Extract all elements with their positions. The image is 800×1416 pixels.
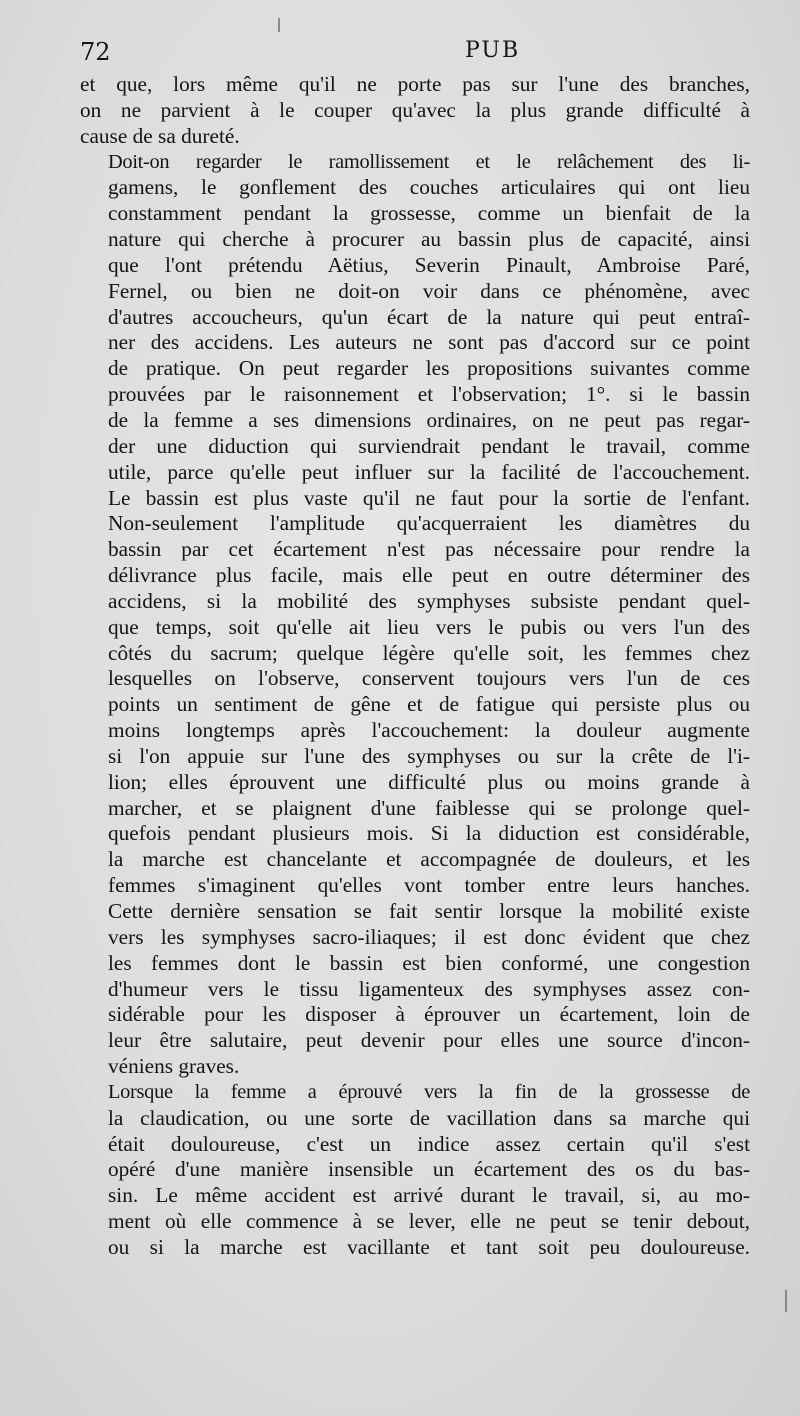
body-text <box>80 72 750 1261</box>
text-line: d'humeur vers le tissu ligamenteux des symphyses assez con- <box>108 976 750 1001</box>
margin-speck <box>785 1290 787 1312</box>
text-line: et que, lors même qu'il ne porte pas sur l'une des branches, <box>80 72 750 96</box>
text-line: de la femme a ses dimensions ordinaires, on ne peut pas regar- <box>108 407 750 432</box>
paragraph <box>80 1080 750 1261</box>
text-line: la claudication, ou une sorte de vacillation dans sa marche qui <box>108 1105 750 1130</box>
text-line: utile, parce qu'elle peut influer sur la facilité de l'accouchement. <box>108 459 750 484</box>
text-line: Cette dernière sensation se fait sentir lorsque la mobilité existe <box>108 899 750 923</box>
text-line: cause de sa dureté. <box>80 123 240 148</box>
text-line: vers les symphyses sacro-iliaques; il est donc évident que chez <box>108 924 750 949</box>
text-line: sidérable pour les disposer à éprouver un écartement, loin de <box>108 1002 750 1027</box>
text-line: véniens graves. <box>108 1054 240 1079</box>
text-line: côtés du sacrum; quelque légère qu'elle soit, les femmes chez <box>108 640 750 665</box>
text-line: délivrance plus facile, mais elle peut en outre déterminer des <box>108 563 750 588</box>
text-line: lion; elles éprouvent une difficulté plus ou moins grande à <box>108 769 750 794</box>
text-line: on ne parvient à le couper qu'avec la plus grande difficulté à <box>80 97 750 122</box>
text-line: prouvées par le raisonnement et l'observation; 1°. si le bassin <box>108 382 750 407</box>
text-line: bassin par cet écartement n'est pas nécessaire pour rendre la <box>108 537 750 562</box>
text-line: accidens, si la mobilité des symphyses subsiste pendant quel- <box>108 588 750 613</box>
text-line: quefois pendant plusieurs mois. Si la diduction est considérable, <box>108 821 750 846</box>
text-line: Lorsque la femme a éprouvé vers la fin de la grossesse de <box>108 1080 750 1103</box>
text-line: leur être salutaire, peut devenir pour elles une source d'incon- <box>108 1028 750 1053</box>
text-line: que temps, soit qu'elle ait lieu vers le pubis ou vers l'un des <box>108 614 750 639</box>
margin-speck <box>278 18 280 32</box>
text-line: marcher, et se plaignent d'une faiblesse qui se prolonge quel- <box>108 795 750 820</box>
text-line: der une diduction qui surviendrait pendant le travail, comme <box>108 433 750 458</box>
text-line: femmes s'imaginent qu'elles vont tomber entre leurs hanches. <box>108 873 750 898</box>
text-line: gamens, le gonflement des couches articulaires qui ont lieu <box>108 175 750 200</box>
text-line: points un sentiment de gêne et de fatigue qui persiste plus ou <box>108 692 750 717</box>
page-header <box>80 38 750 72</box>
text-line: Non-seulement l'amplitude qu'acquerraient les diamètres du <box>108 511 750 536</box>
text-line: constamment pendant la grossesse, comme un bienfait de la <box>108 201 750 226</box>
text-line: opéré d'une manière insensible un écartement des os du bas- <box>108 1157 750 1182</box>
text-line: Fernel, ou bien ne doit-on voir dans ce phénomène, avec <box>108 278 750 303</box>
text-line: ment où elle commence à se lever, elle ne peut se tenir debout, <box>108 1209 750 1234</box>
text-line: la marche est chancelante et accompagnée de douleurs, et les <box>108 847 750 872</box>
text-line: Le bassin est plus vaste qu'il ne faut pour la sortie de l'enfant. <box>108 485 750 510</box>
paragraph <box>80 150 750 1080</box>
text-line: sin. Le même accident est arrivé durant le travail, si, au mo- <box>108 1183 750 1208</box>
text-line: lesquelles on l'observe, conservent toujours vers l'un de ces <box>108 666 750 691</box>
text-line: si l'on appuie sur l'une des symphyses ou sur la crête de l'i- <box>108 743 750 768</box>
text-line: de pratique. On peut regarder les propositions suivantes comme <box>108 356 750 381</box>
text-line: Doit-on regarder le ramollissement et le relâchement des li- <box>108 150 750 173</box>
running-head: PUB <box>465 38 521 63</box>
text-line: que l'ont prétendu Aëtius, Severin Pinault, Ambroise Paré, <box>108 252 750 277</box>
text-line: moins longtemps après l'accouchement: la douleur augmente <box>108 718 750 743</box>
page-number: 72 <box>80 38 111 66</box>
text-line: était douloureuse, c'est un indice assez certain qu'il s'est <box>108 1131 750 1156</box>
text-line: ner des accidens. Les auteurs ne sont pas d'accord sur ce point <box>108 330 750 355</box>
text-line: nature qui cherche à procurer au bassin plus de capacité, ainsi <box>108 227 750 252</box>
text-line: les femmes dont le bassin est bien conformé, une congestion <box>108 950 750 975</box>
paragraph <box>80 72 750 150</box>
text-line: ou si la marche est vacillante et tant soit peu douloureuse. <box>108 1234 750 1259</box>
text-line: d'autres accoucheurs, qu'un écart de la nature qui peut entraî- <box>108 304 750 329</box>
